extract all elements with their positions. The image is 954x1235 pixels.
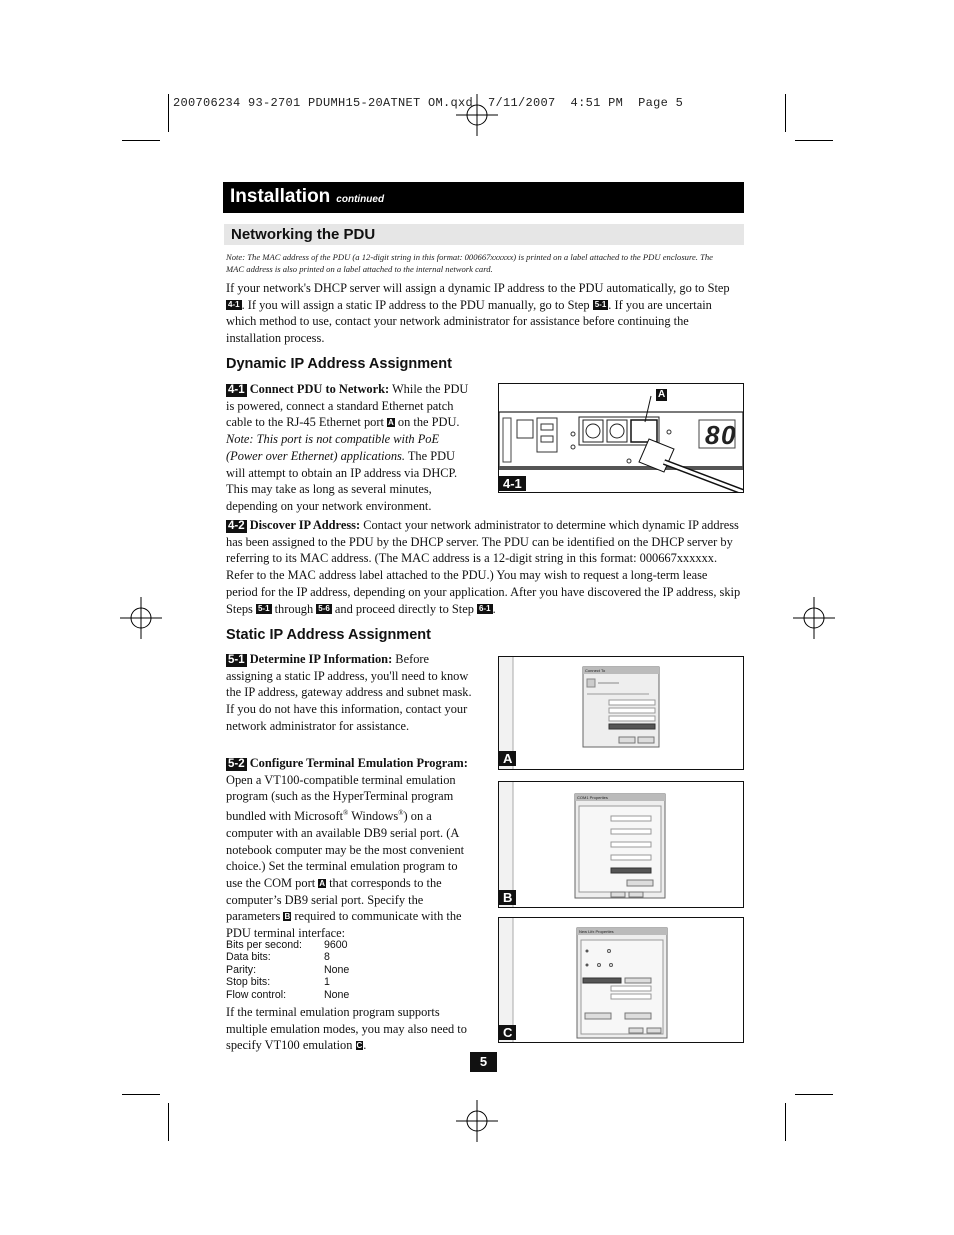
step-ref: 5-1 xyxy=(257,603,270,613)
step-tag: 4-2 xyxy=(228,520,245,532)
param-row: Data bits: 8 xyxy=(226,951,330,964)
dialog-title: New Lifx Properties xyxy=(579,929,614,934)
callout-letter: A xyxy=(319,879,326,889)
param-row: Bits per second: 9600 xyxy=(226,939,348,951)
registration-mark-icon xyxy=(456,1100,498,1142)
closing-paragraph: If the terminal emulation program supports multiple emulation modes, you may also need to specify VT100 emulation C. xyxy=(226,1005,467,1053)
subsection-title: Networking the PDU xyxy=(231,226,376,243)
crop-mark xyxy=(122,1094,160,1095)
crop-mark xyxy=(785,94,786,132)
step-5-2: 5-2 Configure Terminal Emulation Program: Open a VT100-compatible terminal emulation program (such as the HyperTerminal program bundled with Microsoft® Windows®) on a computer with an available DB9 serial port. (A notebook computer may be the most convenient choice.) Set the terminal emulation program to use the COM port A that corresponds to the computer’s DB9 serial port. Specify the parameters B required to communicate with the PDU terminal interface: xyxy=(226,756,468,941)
figure-label: B xyxy=(499,890,516,905)
registration-mark-icon xyxy=(456,94,498,136)
pdu-rear-panel-illustration xyxy=(499,384,743,492)
mac-note: Note: The MAC address of the PDU (a 12-digit string in this format: 000667xxxxxx) is printed on a label attached to the PDU enclosure. The MAC address is also printed on a label attached to the internal network card. xyxy=(226,252,713,274)
step-4-1: 4-1 Connect PDU to Network: While the PDU is powered, connect a standard Ethernet patch cable to the RJ-45 Ethernet port A on the PDU. Note: This port is not compatible with PoE (Power over Ethernet) applications. The PDU will attempt to obtain an IP address via DHCP. This may take as long as several minutes, depending on your network environment. xyxy=(226,382,469,513)
step-tag: 4-1 xyxy=(228,384,245,396)
crop-mark xyxy=(122,140,160,141)
dialog-title: Connect To xyxy=(585,668,606,673)
subsection-bar xyxy=(224,224,744,245)
dynamic-heading: Dynamic IP Address Assignment xyxy=(226,356,452,372)
crop-mark xyxy=(795,1094,833,1095)
param-row: Parity: None xyxy=(226,963,350,976)
crop-mark xyxy=(795,140,833,141)
dialog-title: COM1 Properties xyxy=(577,795,608,800)
param-row: Stop bits: 1 xyxy=(226,976,330,989)
page-number: 5 xyxy=(470,1052,497,1072)
step-tag: 5-1 xyxy=(228,654,245,666)
static-heading: Static IP Address Assignment xyxy=(226,627,431,643)
figure-c-emulation-settings xyxy=(498,917,744,1043)
serial-parameters xyxy=(226,939,476,1001)
continued-label: continued xyxy=(336,194,385,205)
slug-line: 200706234 93-2701 PDUMH15-20ATNET OM.qxd 7/11/2007 4:51 PM Page 5 xyxy=(173,96,684,110)
registration-mark-icon xyxy=(793,597,835,639)
page-title: Installation xyxy=(230,186,331,207)
step-ref: 6-1 xyxy=(479,603,491,613)
step-ref: 5-6 xyxy=(318,603,330,613)
figure-label: A xyxy=(499,751,516,766)
screenshot-illustration xyxy=(499,657,743,769)
figure-label: 4-1 xyxy=(499,476,526,491)
section-banner xyxy=(223,182,744,213)
figure-a-connect-dialog xyxy=(498,656,744,770)
step-ref: 4-1 xyxy=(228,299,240,309)
step-5-1: 5-1 Determine IP Information: Before assigning a static IP address, you'll need to know the IP address, gateway address and subnet mask. If you do not have this information, contact your network administrator for assistance. xyxy=(226,652,472,733)
crop-mark xyxy=(785,1103,786,1141)
registration-mark-icon xyxy=(120,597,162,639)
crop-mark xyxy=(168,1103,169,1141)
svg-text:0: 0 xyxy=(721,420,736,450)
figure-label: C xyxy=(499,1025,516,1040)
step-ref: 5-1 xyxy=(594,299,607,309)
callout-letter: B xyxy=(284,912,291,922)
crop-mark xyxy=(168,94,169,132)
intro-paragraph: If your network's DHCP server will assign a dynamic IP address to the PDU automatically, go to Step 4-1 . If you will assign a static IP address to the PDU manually, go to Step 5-1 . If you are uncertain which method to use, contact your network administrator for assistance before continuing the installation process. xyxy=(226,281,730,346)
screenshot-illustration xyxy=(499,918,743,1042)
figure-b-com-properties xyxy=(498,781,744,908)
screenshot-illustration xyxy=(499,782,743,907)
step-4-2: 4-2 Discover IP Address: Contact your network administrator to determine which dynamic IP address has been assigned to the PDU by the DHCP server. The PDU can be identified on the DHCP server by referring to its MAC address. (The MAC address is a 12-digit string in this format: 000667xxxxxx. Refer to the MAC address label attached to the PDU.) You may wish to request a long-term lease period for the IP address, depending on your application. After you have discovered the IP address, skip Steps 5-1 through 5-6 and proceed directly to Step 6-1 . xyxy=(226,518,741,616)
svg-text:8: 8 xyxy=(705,420,720,450)
figure-4-1 xyxy=(498,383,744,493)
callout-letter: A xyxy=(388,418,394,428)
callout-letter: C xyxy=(356,1041,363,1051)
param-row: Flow control: None xyxy=(226,988,350,1001)
callout-letter: A xyxy=(658,389,666,400)
step-tag: 5-2 xyxy=(228,758,245,770)
